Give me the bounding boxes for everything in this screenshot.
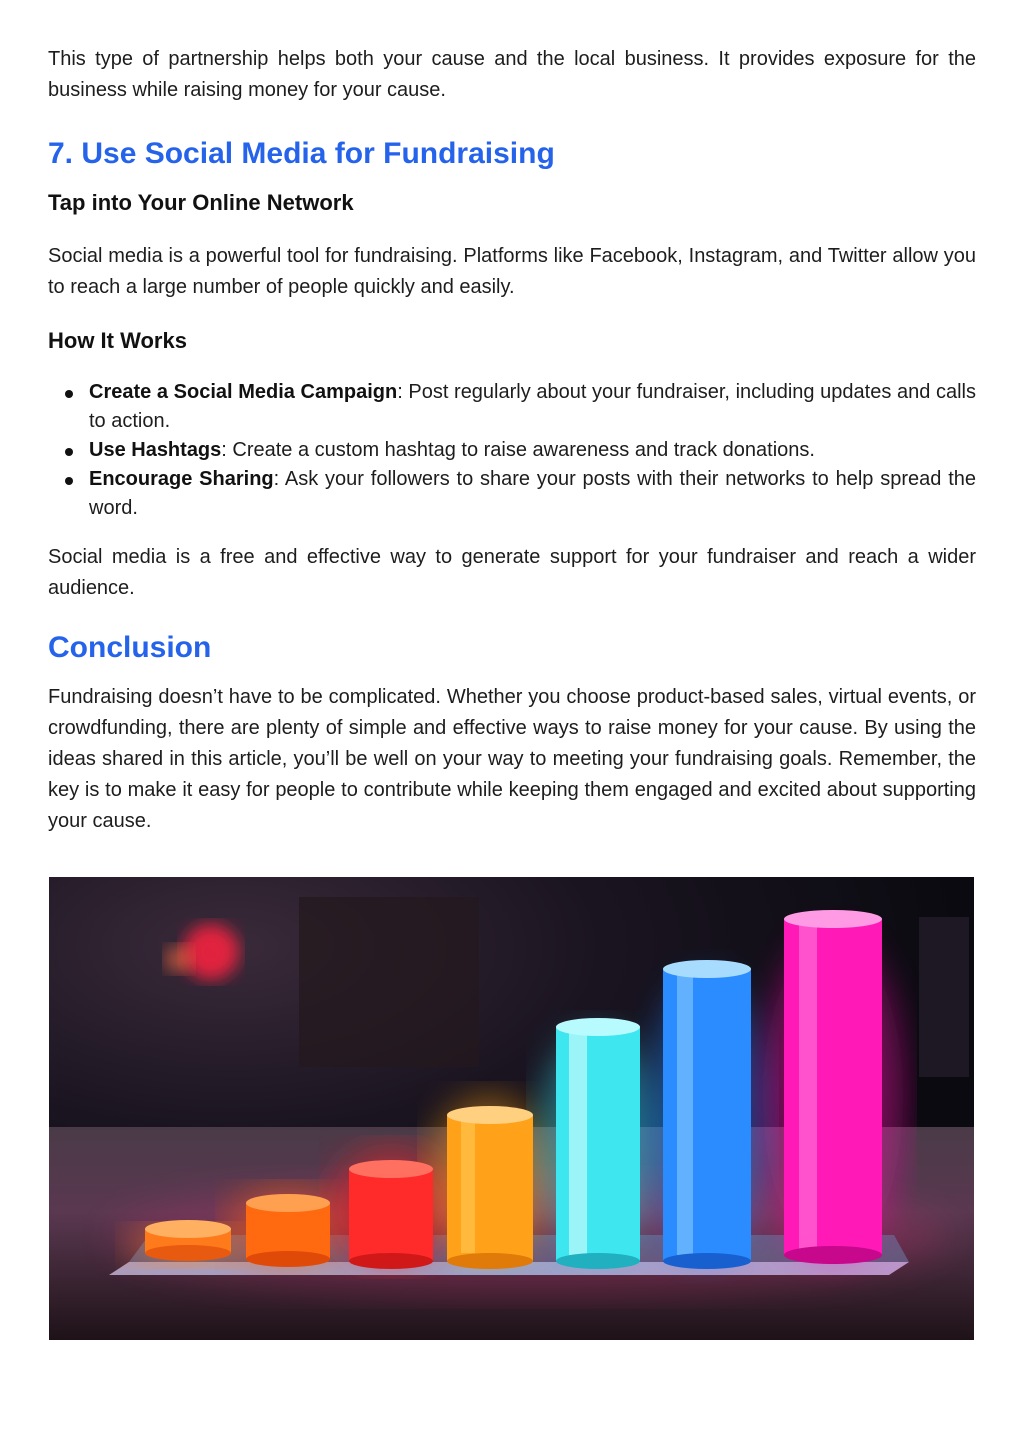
cylinder-7: [784, 910, 882, 1264]
list-item-term: Create a Social Media Campaign: [89, 381, 398, 403]
cylinder-4: [447, 1106, 533, 1269]
list-item-term: Encourage Sharing: [89, 468, 274, 490]
bullet-icon: [65, 390, 73, 398]
cylinder-1: [145, 1220, 231, 1261]
list-item: [89, 465, 976, 523]
how-it-works-list: [48, 378, 976, 523]
social-media-paragraph: Social media is a powerful tool for fundraising. Platforms like Facebook, Instagram, and Twitter allow you to reach a large number of people quickly and easily.: [48, 245, 976, 298]
list-item: [89, 436, 976, 465]
subheading-online-network: Tap into Your Online Network: [48, 190, 354, 215]
list-item-text: : Create a custom hashtag to raise awareness and track donations.: [221, 439, 815, 461]
cylinder-2: [246, 1194, 330, 1267]
cylinder-5: [556, 1018, 640, 1269]
document-page: [48, 44, 976, 837]
bullet-icon: [65, 448, 73, 456]
glowing-cylinders-image: [49, 877, 974, 1340]
list-item-text: : Post regularly about your fundraiser, including updates and calls to action.: [89, 381, 976, 432]
how-it-works-heading: How It Works: [48, 328, 187, 353]
conclusion-paragraph: Fundraising doesn’t have to be complicated. Whether you choose product-based sales, virtual events, or crowdfunding, there are plenty of simple and effective ways to raise money for your cause. By using the ideas shared in this article, you’ll be well on your way to meeting your fundraising goals. Remember, the key is to make it easy for people to contribute while keeping them engaged and excited about supporting your cause.: [48, 686, 976, 832]
bullet-icon: [65, 477, 73, 485]
conclusion-heading: Conclusion: [48, 631, 212, 664]
cylinders-illustration: [49, 877, 974, 1340]
list-item: [89, 378, 976, 436]
intro-paragraph: This type of partnership helps both your cause and the local business. It provides exposure for the business while raising money for your cause.: [48, 48, 976, 101]
list-item-term: Use Hashtags: [89, 439, 222, 461]
cylinder-3: [349, 1160, 433, 1269]
social-media-closing-paragraph: Social media is a free and effective way to generate support for your fundraiser and reach a wider audience.: [48, 546, 976, 599]
list-item-text: : Ask your followers to share your posts with their networks to help spread the word.: [89, 468, 977, 519]
cylinder-6: [663, 960, 751, 1269]
section-heading: 7. Use Social Media for Fundraising: [48, 137, 555, 170]
